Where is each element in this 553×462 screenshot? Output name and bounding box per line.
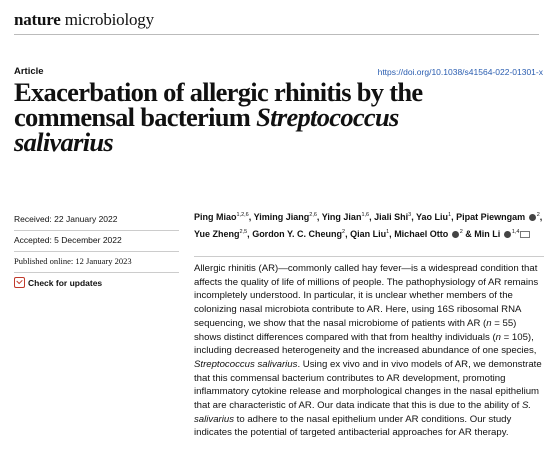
- abstract-species: S. salivarius: [194, 400, 532, 425]
- orcid-icon[interactable]: [529, 214, 536, 221]
- author-name[interactable]: Michael Otto: [394, 229, 449, 239]
- orcid-icon[interactable]: [452, 231, 459, 238]
- check-for-updates-button[interactable]: [14, 273, 179, 288]
- published-date: Published online: 12 January 2023: [14, 252, 179, 273]
- abstract: [194, 262, 544, 440]
- author-affiliation: 2,5: [239, 229, 248, 235]
- author-name[interactable]: Qian Liu: [350, 229, 387, 239]
- author-name[interactable]: Ying Jian: [321, 212, 362, 222]
- author-list: Ping Miao$^{1,2,6}$, Yiming Jiang$^{2,6}$, Ying Jian$^{1,6}$, Jiali Shi$^3$, Yao Liu$^1$, Pipat Piewngam $^2$, Yue Zheng$^{2,5}$, Gordon Y. C. Cheung$^2$, Qian Liu$^1$, Michael Otto $^2$ & Min Li $^{1,4}$: [194, 212, 543, 239]
- orcid-icon[interactable]: [504, 231, 511, 238]
- author-affiliation: 1: [386, 229, 390, 235]
- abstract-n-label: n: [486, 317, 492, 329]
- author-affiliation: 1: [448, 212, 452, 218]
- abstract-part: . Using ex vivo and in vivo models of AR, we demonstrate that this commensal bacterium contributes to AR development, promoting inflammatory cytokine release and morphological changes in the nasal epithelium that are characteristic of AR. Our data indicate that this is due to the ability of: [194, 358, 542, 412]
- article-title: [14, 77, 534, 157]
- abstract-species: Streptococcus salivarius: [194, 358, 298, 370]
- author-name[interactable]: Yiming Jiang: [253, 212, 310, 222]
- title-line2-italic: Streptococcus: [256, 102, 399, 132]
- author-affiliation: 1,4: [511, 229, 520, 235]
- title-line3-italic: salivarius: [14, 127, 114, 157]
- author-name[interactable]: Gordon Y. C. Cheung: [252, 229, 343, 239]
- abstract-part: = 105), including decreased heterogeneity and the increased abundance of one species,: [194, 331, 537, 357]
- journal-name[interactable]: [14, 10, 154, 30]
- author-affiliation: 2,6: [309, 212, 317, 218]
- title-line2-plain: commensal bacterium: [14, 102, 257, 132]
- received-date: Received: 22 January 2022: [14, 210, 179, 231]
- author-divider: [194, 256, 544, 257]
- article-type: Article: [14, 66, 44, 77]
- journal-name-part2: microbiology: [60, 10, 154, 29]
- author-name[interactable]: Yao Liu: [416, 212, 449, 222]
- abstract-n-label: n: [495, 331, 501, 343]
- author-affiliation: 2: [342, 229, 346, 235]
- abstract-part: = 55) shows distinct differences compared with that from healthy individuals (: [194, 317, 517, 343]
- author-name[interactable]: Ping Miao: [194, 212, 237, 222]
- journal-name-part1: nature: [14, 10, 61, 29]
- article-dates: [14, 210, 179, 288]
- author-affiliation: 1,2,6: [236, 212, 249, 218]
- author-name[interactable]: Jiali Shi: [374, 212, 409, 222]
- author-affiliation: 2: [536, 212, 540, 218]
- email-icon[interactable]: [520, 231, 530, 238]
- doi-link[interactable]: https://doi.org/10.1038/s41564-022-01301-x: [377, 67, 543, 77]
- abstract-part: to adhere to the nasal epithelium under AR conditions. Our study indicates the potential of targeted antibacterial approaches for AR therapy.: [194, 413, 512, 439]
- author-name[interactable]: Pipat Piewngam: [456, 212, 526, 222]
- abstract-part: Allergic rhinitis (AR)—commonly called hay fever—is a widespread condition that affects the quality of life of millions of people. The pathophysiology of AR remains incompletely understood. In particular, it is unclear whether members of the colonizing nasal microbiota contribute to AR. Here, using 16S ribosomal RNA sequencing, we show that the nasal microbiome of patients with AR (: [194, 263, 539, 329]
- accepted-date: Accepted: 5 December 2022: [14, 231, 179, 252]
- header-divider: [14, 34, 539, 35]
- author-affiliation: 2: [459, 229, 463, 235]
- check-updates-icon: [14, 277, 25, 288]
- author-name[interactable]: Min Li: [474, 229, 501, 239]
- author-affiliation: 3: [408, 212, 412, 218]
- author-affiliation: 1,6: [361, 212, 370, 218]
- check-for-updates-label: Check for updates: [28, 277, 103, 288]
- author-name[interactable]: Yue Zheng: [194, 229, 240, 239]
- title-line1: Exacerbation of allergic rhinitis by the: [14, 77, 423, 107]
